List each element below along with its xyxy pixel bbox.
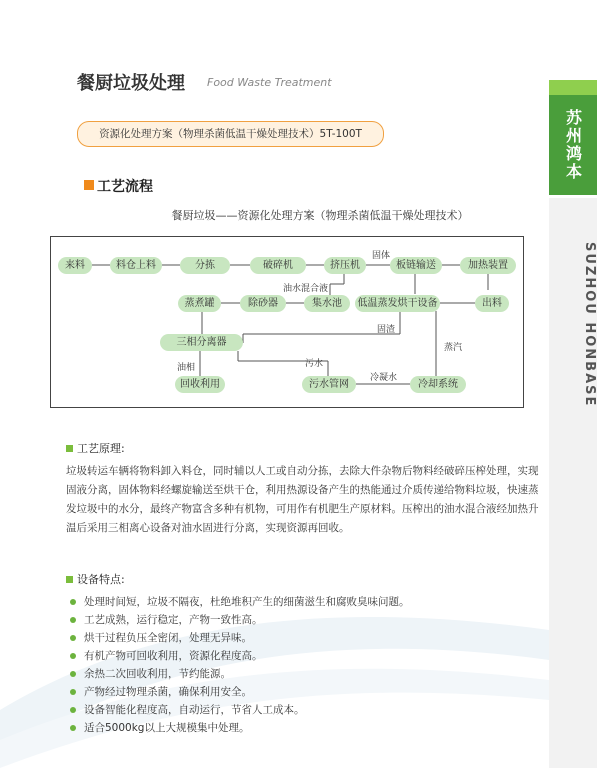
node-dryer: 低温蒸发烘干设备: [355, 295, 440, 312]
node-desand: 除砂器: [240, 295, 286, 312]
bullet-icon: [70, 599, 76, 605]
feature-item: 处理时间短，垃圾不隔夜，杜绝堆积产生的细菌滋生和腐败臭味问题。: [70, 593, 540, 611]
bullet-icon: [70, 617, 76, 623]
flow-title: 餐厨垃圾——资源化处理方案（物理杀菌低温干燥处理技术）: [171, 209, 469, 222]
feature-item: 余热二次回收利用，节约能源。: [70, 665, 540, 683]
process-heading: 工艺流程: [97, 179, 153, 195]
label-wastewater: 污水: [305, 359, 324, 369]
bullet-icon: [70, 671, 76, 677]
node-oil-recycle: 回收利用: [175, 376, 225, 393]
bullet-icon: [70, 725, 76, 731]
node-press: 挤压机: [324, 257, 366, 274]
side-brand-en: SUZHOU HONBASE: [582, 242, 597, 408]
label-steam: 蒸汽: [444, 343, 463, 353]
bullet-icon: [70, 653, 76, 659]
label-solid-residue: 固渣: [377, 325, 396, 335]
side-brand-cn: 苏州鸿本: [563, 109, 583, 181]
node-cooling: 冷却系统: [410, 376, 466, 393]
feature-item: 产物经过物理杀菌，确保利用安全。: [70, 683, 540, 701]
node-crush: 破碎机: [250, 257, 306, 274]
node-output: 出料: [475, 295, 509, 312]
page-subtitle-en: Food Waste Treatment: [207, 76, 332, 89]
node-bin: 料仓上料: [110, 257, 162, 274]
principle-text: 垃圾转运车辆将物料卸入料仓，同时辅以人工或自动分拣，去除大件杂物后物料经破碎压榨处理，实现固液分离，固体物料经螺旋输送至烘干仓，利用热源设备产生的热能通过介质传递给物料垃圾，快速蒸发垃圾中的水分，最终产物富含多种有机物，可用作有机肥生产原材料。压榨出的油水混合液经加热升温后采用三相离心设备对油水固进行分离，实现资源再回收。: [66, 465, 539, 534]
label-condensate: 冷凝水: [370, 373, 398, 383]
node-sort: 分拣: [180, 257, 230, 274]
bullet-icon: [70, 689, 76, 695]
bullet-icon: [70, 635, 76, 641]
features-marker-icon: [66, 576, 73, 583]
node-sump: 集水池: [304, 295, 350, 312]
node-raw: 来料: [58, 257, 92, 274]
features-heading: 设备特点:: [77, 573, 125, 586]
features-list: [70, 593, 540, 737]
node-chain: 板链输送: [390, 257, 442, 274]
node-sewer: 污水管网: [302, 376, 356, 393]
feature-item: 烘干过程负压全密闭，处理无异味。: [70, 629, 540, 647]
feature-item: 有机产物可回收利用，资源化程度高。: [70, 647, 540, 665]
feature-item: 适合5000kg以上大规模集中处理。: [70, 719, 540, 737]
scheme-pill: 资源化处理方案（物理杀菌低温干燥处理技术）5T-100T: [77, 121, 384, 147]
feature-item: 设备智能化程度高，自动运行，节省人工成本。: [70, 701, 540, 719]
node-heater: 加热装置: [460, 257, 516, 274]
node-separator: 三相分离器: [160, 334, 243, 351]
page-title: 餐厨垃圾处理: [77, 73, 185, 94]
principle-marker-icon: [66, 445, 73, 452]
label-oil-water: 油水混合液: [283, 284, 329, 294]
feature-item: 工艺成熟，运行稳定，产物一致性高。: [70, 611, 540, 629]
bullet-icon: [70, 707, 76, 713]
label-oil-phase: 油相: [177, 363, 196, 373]
node-steam-tank: 蒸煮罐: [178, 295, 221, 312]
label-solid: 固体: [372, 251, 391, 261]
principle-heading: 工艺原理:: [77, 442, 125, 455]
